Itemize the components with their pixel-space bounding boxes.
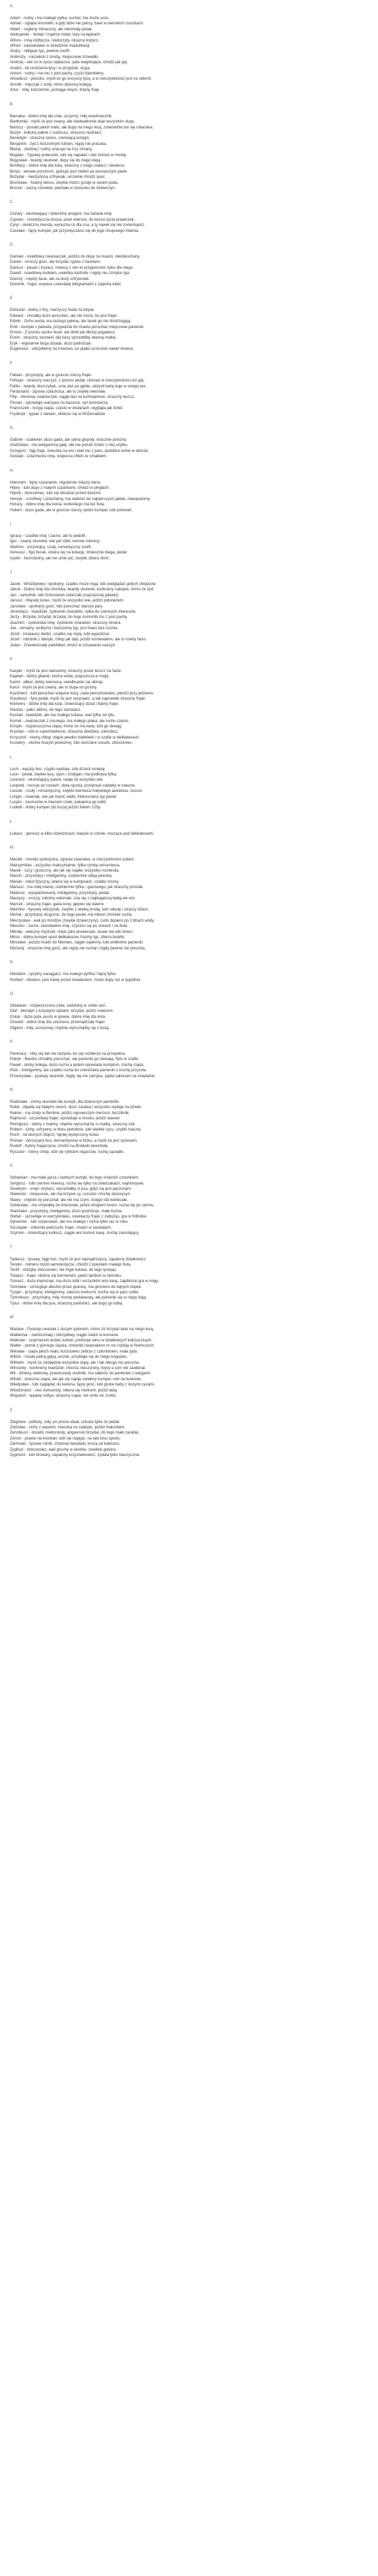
section xyxy=(10,102,378,192)
name-entry: Oskar - duża pyta, pusto w głowie, dobre imię dla kota. xyxy=(10,1015,106,1019)
name-entry: Teodor - mimeru myśli samotestycze, chodzi z powołam małego fiuta. xyxy=(10,1262,132,1267)
section xyxy=(10,4,378,94)
name-entry: Kuswery - słucha muzyki powożnej, lubi skórzane ciuszki, zboczeniec. xyxy=(10,741,133,746)
name-entry: Michał - przystojny drugoroc, do tego pedał, ma miłosć chrństie rucha. xyxy=(10,913,133,918)
name-entry: Hieronim - fajny szpanerek, regularnie mięczy bena. xyxy=(10,480,102,485)
name-entry: Florian - sprzedaje warzywa na bazarze, syn komniarza. xyxy=(10,401,109,405)
name-entry: Oktawian - rozpieszczona ciela, zadufany w sobie cieć. xyxy=(10,1003,107,1008)
name-entry: Tymoteusz - przystojny, miły, trochę pedałowaty, ale panienki się w niego bają. xyxy=(10,1296,147,1301)
name-entry: Łukasz - geniusz w kilku dziedzinach, kiepski w szkole, noszące pod delikatesami. xyxy=(10,831,154,836)
name-entry: Albert - ceglony ślimaczny, ale nieśmiały pedał. xyxy=(10,27,93,32)
name-entry: Konrad - twardziel, ale ma małego kutasa, wali fyfkę od tyłu. xyxy=(10,714,115,718)
section-letter: G xyxy=(10,426,13,430)
name-entry: Tomasz - dużo imprezuje ,ma dużo lubli i wszystkim wisi kasę, zajebiście gra w nogę. xyxy=(10,1279,160,1284)
name-entry: Remigiusz - dobry z matmy, chętnie wyruchał by ci matkę, straszny cioł. xyxy=(10,1122,136,1127)
section xyxy=(10,755,378,811)
name-entry: Ildefons - przystojny, czuły, romantyczny zoofil. xyxy=(10,545,92,549)
name-entry: Godzisław - ma wielgachną gałę, ale nie potrafi zrobić z niej użytku. xyxy=(10,443,129,448)
name-entry: Wiktor - rosiak pełną gębą, wozek, przyfdaje się do niego kogopiec. xyxy=(10,1355,129,1360)
section xyxy=(10,845,378,951)
name-entry: Walter - pornik z górnego śląska, śmierdzi cwaniakiem to mu rozbija w Niemczech. xyxy=(10,1344,155,1349)
name-entry: Emil - kumpel z pabuda, przyjedzila do miasta poruchać miejscowe panienki. xyxy=(10,325,144,329)
name-entry: Błażej - złodziej i rudny, pracuje na trzy zmiany. xyxy=(10,148,93,152)
section-letter: L xyxy=(10,755,13,760)
section-letter: A xyxy=(10,5,13,9)
name-entry: Sławy - chętnie by poruchał, ale nie ma czym, księgó lub kobiecałe. xyxy=(10,1198,129,1202)
name-entry: Horacy - dobre imię dla konia, konkoliego ma też fiuta. xyxy=(10,503,106,507)
name-entry: Ambroży - narzełicki z brodą, miejscowie dziwadło. xyxy=(10,55,100,59)
name-entry: Benjamin - żyd z koszonnym futrem, nigdy nie pracuba. xyxy=(10,142,108,146)
name-entry: Bogdan - Typowy połaczeki, lubi się napałać i dać komuś w mordę. xyxy=(10,153,127,157)
name-entry: Ernest - Z pozoru spoko facet, ale dobil jak dłużej pogadasz. xyxy=(10,331,116,335)
name-entry: Bonifacy - dobre imię dla kota, straszny z niego ciułacz i skwierus. xyxy=(10,164,126,169)
name-entry: Józef - robotnik z fabryki, chłop jak dąb, jeździ koniewalem, ale to równy facio. xyxy=(10,638,147,642)
name-entry: Olgierd - miły, uczuciowy, chętnie wyruchaliby się z kozą. xyxy=(10,1026,110,1030)
name-entry: Dominik - frajer, wspiera czekolady kilogramami z zajecha kibel. xyxy=(10,283,122,287)
name-entry: Aleksander - liubiar i mądrze mówi, lazy na łapkach. xyxy=(10,33,102,38)
name-entry: Kleofas - pałcr albmo, do tego zamulacz. xyxy=(10,708,82,712)
section xyxy=(10,296,378,352)
section xyxy=(10,242,378,287)
section xyxy=(10,1245,378,1307)
name-entry: Kamil - piłker, dobry kierowca, uwielbcanie się słimąć. xyxy=(10,680,104,685)
section xyxy=(10,657,378,746)
name-entry: Wincenty - konkretny twardziel, chocisz nieszorony, łoysy a som nie zauberał. xyxy=(10,1366,146,1371)
name-entry: Ireneusz - figo burak, olżera się na kolację, śmiesznie biega, pedał. xyxy=(10,551,128,555)
name-entry: Ferdynand - zgrywa szlachcica, ale to zwykły wieśniak. xyxy=(10,389,107,394)
name-entry: Leopold - rocruje po rowach, złota rączka, przejmuje zadatky w naturze. xyxy=(10,783,136,788)
name-entry: Brunon - zacny człowiek, pierdała w stosunku do dziewczyn. xyxy=(10,186,116,190)
name-entry: Marceli - straszny frajer, gada koxy, gepwo się dawno. xyxy=(10,902,105,907)
name-entry: Roman - dorzucany buc, bernardynowi w łóżku, a myśli że jest spoenem. xyxy=(10,1138,138,1143)
name-entry: Krystian - robi w supermarkecie, straszna złodziwa, zamulacz. xyxy=(10,730,119,735)
name-entry: Czesław - fajny kumpel, jak przyzwyczaisz się do jego chujowego imienia. xyxy=(10,229,140,233)
name-entry: Edmund - dobry z fizy, marzyczy freda na klopie. xyxy=(10,308,95,313)
name-entry: Patryk - Bardzo chciałby poruchać, ale panienki go olewają, lfyfu w szafie. xyxy=(10,1057,140,1062)
name-entry: Joachim - żydowskie imię, żydowski charakter, straszny sknera. xyxy=(10,621,122,625)
section-letter: Ł xyxy=(10,820,13,824)
name-entry: Zenon - prawie na komban, lubi się napijać, na lato łoso spodu. xyxy=(10,1436,121,1441)
name-entry: Kazimierz - lubi poruchać wiejskie kozy, żada pernotrowskie, pierdzi przy jedzeniu. xyxy=(10,691,154,696)
section-letter: D xyxy=(10,243,13,247)
section-letter: Z xyxy=(10,1408,13,1413)
section-letter: I xyxy=(10,522,11,526)
name-entry: Rajmund - szczerbaty frajer, sprzedaje w kiosku, jeździ dawwe. xyxy=(10,1117,121,1121)
section-letter: C xyxy=(10,200,13,205)
name-entry: Alfred - zawodowiec w dziedzinie masturbacji. xyxy=(10,44,91,49)
name-entry: Leon - pedał, zwykle łysy, ćpun i chuligan, ma podkowa fyfka. xyxy=(10,773,117,777)
name-entry: Eugeniusz - wdzydłemy na trzeciwo, po pijaku przecinie nawet drowce. xyxy=(10,347,135,352)
section xyxy=(10,992,378,1031)
name-entry: Sylwester - lubi szpanować, ale ma małego i rucha tylko raz w roku. xyxy=(10,1220,129,1225)
name-entry: Sewerym - sroje i krytacz, wyruchałby ci psa, gdyż się jest paczonym. xyxy=(10,1187,132,1191)
name-entry: Sebastian - ma małe jązza i żadnych kumpli, do tego śmierdzi czosnkiem. xyxy=(10,1176,139,1181)
name-entry: Bartosz - pustak jakich mało, ale dupy na niego lecą, zmiertelnie boi się robactwa. xyxy=(10,125,154,130)
name-entry: Tadeusz - łysawy, fajgi buc, myśli że jest najmądrzejszy, zapalony działkowicz. xyxy=(10,1257,147,1262)
name-entry: Walerian - szarmancki wobec kobiet, preferuje wino w działkowych kołczaczkach. xyxy=(10,1339,152,1343)
name-entry: Mieczysław - wali po mordzie (zwykle dziewczyny), cudo dupiero po 2 litrach wódy. xyxy=(10,918,155,923)
name-entry: Mikołaj - wieczny myślcieł, chętu jako prowecxek, wcale nie lubi dzieci. xyxy=(10,930,134,934)
name-entry: Lech - wąsaty buc, czyjdu wędluje, lubi drzećk mniedy. xyxy=(10,767,106,771)
name-entry: Jacek - Wróżbyłowy i spokojny, czadko może mgą, lubi podglądać gołych chłopców. xyxy=(10,582,157,587)
name-entry: Eryk - regularnie larga dziada, dużo podróżuje. xyxy=(10,341,92,346)
name-entry: Filip - domowy cwaniaczek, ciągle łazi na komisjarksie, straszny leszcz. xyxy=(10,395,135,400)
name-entry: Rudolf - trybny fragarzyna, chodzi na Bródwki pewchołę. xyxy=(10,1144,109,1149)
name-entry: Marcin - przystojny i inteligentny, codziennie wbija pewskę. xyxy=(10,874,113,879)
name-entry: Mateusz - wyspiarbowany, inteligentny, przystojny, pedał. xyxy=(10,891,110,895)
section-letter: F xyxy=(10,361,13,366)
name-entry: Pankracy - niby się tak nie nazywa, bo się rozbierze na przepełna. xyxy=(10,1052,126,1056)
section xyxy=(10,1040,378,1079)
name-entry: Hubert - duzo gada, ale w gruncie rzeczy spoko kumpel, lubi polowań. xyxy=(10,508,133,513)
name-entry: Marek - czcy i grzeczny, ale jak się napiłe, wszystko roznieslia. xyxy=(10,869,120,874)
name-entry: Dionizy - mędry facie, ale za duży szfrywniak. xyxy=(10,277,90,281)
name-entry: Leszek - czuły i romantyczny, zwykle kierowca miejskiego autobusu, oszust. xyxy=(10,789,143,794)
name-entry: Marian - robol fizyczny, ubiera się w kumpoach, czadko trochy. xyxy=(10,880,119,884)
name-entry: Borys - wirowe porzerom, jądnuje pod sfołem po ponowczym piwie. xyxy=(10,169,128,174)
section xyxy=(10,200,378,234)
section-letter: P xyxy=(10,1040,13,1044)
name-entry: Julian - Zniewieściały parkfebel, mistrz w zznawaniu naczyń. xyxy=(10,643,116,648)
name-entry: Włodzimierz - ciec komunisty, olbera się melkomi, jeździ ładą. xyxy=(10,1388,118,1393)
name-entry: Paweł - dobry kolega, dużo rucha a potem opowiada kumplom, trochę ciapa. xyxy=(10,1063,144,1067)
name-entry: Mściwój - straszne imię gość, ale nigdy nie ruchał i nigdy pewnie nie porucha. xyxy=(10,946,146,951)
section-letter: J xyxy=(10,571,12,575)
name-entry: Jeremiasz - twardziel, żydowski charakter, żyłka do ciemnych interesów. xyxy=(10,610,137,615)
name-entry: Adam - rudny i ma małego pyłka, suchar, ma może uszu. xyxy=(10,16,110,20)
name-entry: Bogusław - twardy skurwiel, dupy się do niego kleją. xyxy=(10,158,102,163)
name-entry: Izydor - bezrobotny, ale nie umie pić, zwykle zbiera złom. xyxy=(10,556,110,561)
name-entry: Andrzej - wie co w życiu najlepsze, jada wegetujące, chodzi jak gej. xyxy=(10,61,129,65)
name-entry: Antoni - rudny i ma mu z pod pachy, czyżo biembelny. xyxy=(10,72,104,76)
name-entry: Ryszard - równy chłop, lubi się rybkami regarzuw, ruchą sąsiadki. xyxy=(10,1150,125,1154)
name-entry: Gustaw - szlachecke imię, wsiperza chleb ze smalkiem. xyxy=(10,455,108,459)
name-entry: Witold - straszna ciapa, ale jak się napije zwiebny kumpel, robi na budowie. xyxy=(10,1377,142,1382)
name-entry: Franciszek - krzyja ciapa, często w okularach, wygląda jak fortel. xyxy=(10,406,123,411)
name-entry: Szczepan - miłośnik pielrzuchi, frajer, chodzi w sandałach. xyxy=(10,1225,112,1230)
name-entry: Hilary - lubi dupy z małymi szparkami, chodzi w pingłach. xyxy=(10,486,110,490)
name-entry: Fryderyk - typiak z sławen, okteroo się w McDonaldzie. xyxy=(10,412,107,416)
name-entry: Zygfryd - zboczeniec, wali gruchę w wirdnie, zwielkie gołvino. xyxy=(10,1447,117,1452)
name-entry: Maurycy - uroczy, robotny wieśniak, zna się z najbogatszą babą we wsi. xyxy=(10,897,136,901)
name-entry: Benedykt - straszny lumus, rzerwiącą kologiś. xyxy=(10,136,90,141)
name-entry: Ziemowit - fyzowe rolnik, chodzao barwiwki, krożą od kobicesz. xyxy=(10,1442,121,1447)
name-entry: Edward - chciałby dużo porucheć, ale nie może, bo jest frajer. xyxy=(10,314,118,318)
name-entry: Kacper - myśli że jest seksowny, straszny pozer leszcz na fazie. xyxy=(10,669,122,673)
name-entry: Arnold - mięczak z cioty, mimo dzienną kolegą. xyxy=(10,82,92,87)
name-entry: Rainer - ma chaty w Berlinie, jeździ najnowszym mercem, bezzibnik. xyxy=(10,1111,130,1115)
section xyxy=(10,1408,378,1459)
section-letter: T xyxy=(10,1245,13,1250)
name-entry: Mariusz - ma miłą mamę, codziennie fyfka - gazowego, jak straszny prostak. xyxy=(10,885,144,890)
section xyxy=(10,820,378,837)
section xyxy=(10,361,378,417)
name-entry: Wojciech - tępawy sofiya, straszny ciapa, nie umie nic zrobić. xyxy=(10,1394,117,1399)
name-entry: Bronisław - fotalny lamus, zwykle mistrz grzeje w swoim pubu. xyxy=(10,181,119,185)
section-letter: M xyxy=(10,846,13,851)
section-letter: O xyxy=(10,992,13,996)
name-entry: Arkadiusz - pieszko, myśli że go wszyscy łyżą, a w rzeczywistości jest na odwrót. xyxy=(10,77,152,82)
name-entry: Ludwik - dobry kumpel (do buza) jeździ fiatem 125p. xyxy=(10,806,102,810)
name-entry: Klaudiusz - fyra pedał, myśli że jest sprycaarz, a tak naprawdę straszny frajer. xyxy=(10,696,146,701)
name-entry: Waldemar - zamizumiały i obrzydliwy, ciągle siedzi w komunie. xyxy=(10,1333,119,1337)
name-entry: Karol - myśli że jest cwany, ale to dupa od gruchy. xyxy=(10,686,98,690)
name-entry: Jakub - Dobre imię dla chomika, twardy skurwiel, kozbniory nakopie, mimo że żyd. xyxy=(10,588,154,592)
name-entry: Tycjan - przystojny, inteligentny, zawsze konkurni, kocha się w paru sobie. xyxy=(10,1291,140,1295)
name-entry: Sławomir - miejscowe, ale ma krzywe sy, oszusto i trochę skurwysyn. xyxy=(10,1192,131,1197)
section xyxy=(10,570,378,648)
name-entry: Rafał - objada się białymi serem, dużo zarabia i wszystko wydaje na dziwki. xyxy=(10,1106,142,1110)
name-entry: Alfons - inną iniżbycza, niedorzyty, olcazny krytycz. xyxy=(10,38,100,43)
name-entry: Zbigniew - pólbuty, miły, po prostu ideał, szkoda tylko że pedał. xyxy=(10,1420,120,1424)
section xyxy=(10,1163,378,1236)
name-entry: Cyryl - okolicznu menda, wynucha co dla cna, a ty nawet się nie zorientujesz. xyxy=(10,223,146,228)
name-entry: Zenobiusz - doceńł, niedorondy, angaunski brzydal, do tego małe zarabia. xyxy=(10,1431,140,1436)
name-entry: Melchior - bysowy wilczyzek, zwykle z wielką brodą, lubi cebulę i straszy dzieci. xyxy=(10,907,149,912)
name-entry: Roch - na dosrych żłuprzl, fajniej wywyczony kutas. xyxy=(10,1133,100,1138)
section-letter: S xyxy=(10,1164,13,1169)
section xyxy=(10,1088,378,1155)
name-entry: Daniel - urroczy gość, ale brzydal, typias z facetami. xyxy=(10,260,102,265)
name-entry: Damian - osiedlowy cwaniaczek, jeżdżo do dupy za miasto, niedokochany. xyxy=(10,255,141,259)
name-entry: Felicjan - straszny narczyz, z pozoru pedał, chociaż w rzeczywistości też gej. xyxy=(10,379,145,383)
name-entry: Maciek - menda spokojcina, zgrywa cwaniaka, w rzeczywistości palant. xyxy=(10,858,135,862)
name-entry: Józef - zmalaucy dedici, czadko się mytę, lubi wyjeżdżać. xyxy=(10,632,111,636)
name-entry: Olaf - blondyn z krzywymi zębami, brzydal, jeździ rowerem. xyxy=(10,1009,114,1014)
name-entry: Erwin - straszny skurwiel, dla kasy sprzeddlby własną matkę. xyxy=(10,336,117,341)
name-entry: Jan - samotnik, lubi fortunowań zwierzaki (najczęściej jałówki). xyxy=(10,593,119,598)
name-entry: Tytus - dobre imię dla psa, straszny pantofarz, ale dupy go lubią. xyxy=(10,1301,123,1306)
name-entry: Stefan - sprzedaje w warzywniaku, cwaniaczy frajer z zabużąs, gra w fotbolka. xyxy=(10,1214,148,1219)
name-entry: Zdzisław - cichy z wąsami, mieszka na zadupiu, jeździ maluchem. xyxy=(10,1425,126,1430)
name-entry: Artur - miły, kolczeński, pomaga innym, fotańy fraje. xyxy=(10,88,100,93)
section xyxy=(10,426,378,460)
name-entry: Tobiasz - frajer, obżera się kormenem, pedzi lamboń w zieśniku. xyxy=(10,1274,123,1278)
name-entry: Jarosław - spokojny gość, lubi poruchać starsze pary. xyxy=(10,604,104,609)
name-entry: Feliks - twardy skurczybyk, urne dać po gębie, odzyvił kartę kuje w swojej wsi. xyxy=(10,384,147,389)
name-entry: Przemysław - pyskaty skurwiel, nigdy się nie zamyka, zjada sałcesen na śniadanie. xyxy=(10,1074,156,1078)
name-entry: Cezary - wkurwiający i dziecinny arogant, ma żarłane imię. xyxy=(10,212,113,217)
name-entry: Oswald - dobre imię dla szlumera, przemądrzały frajer. xyxy=(10,1021,106,1025)
name-entry: Radosław - zimny skurwiel dla kumpli, dla dziewczyn panbofel. xyxy=(10,1100,120,1105)
name-entry: Alojzy - obliguje typ, pewnie zoofil. xyxy=(10,49,71,54)
name-entry: Kajetan - dobry gitarek, kocha wódę, popuszcza w majty. xyxy=(10,675,110,679)
name-entry: Tomisław - szmugluje alkohol przez granicę, ma gnorenis do fajnych dupek. xyxy=(10,1285,142,1289)
name-entry: Kornel - cwaniaczek z nocnego, ma małego ptaka, ale ruchu często. xyxy=(10,719,130,723)
name-entry: Dariusz - pasan i krytacz, inteesy z nim to przyjemność tylko dla niego. xyxy=(10,266,134,270)
name-entry: Dawid - osiedlowy kultelen, uwielbia karfonle i nigdy nie czmyka ryja. xyxy=(10,271,131,276)
name-entry: Igor - cwany skurwiel, wie jak robić ciemne interesy. xyxy=(10,540,101,544)
name-entry: Wiesław - ciapa jakich mało, kurzocieko żebrze z członkiniem, mała pyta. xyxy=(10,1349,139,1354)
name-entry: Klemens - dobre imię dla kota, śmierdzący dziad i łtaliny frajer. xyxy=(10,702,119,707)
name-entry: Sergiusz - robi ciemne interesy, rucha się tylko na zwierzakach, mąmmoywe. xyxy=(10,1181,144,1186)
name-entry: Longin - cwaniak, wie jak kręcić walki, interesowny typ pedał. xyxy=(10,795,117,799)
name-entry: Mirosław - jeżdżo kradć do Niemiec, ciągle napierny, lubi wielkotne panienki. xyxy=(10,941,144,945)
name-entry: Gabriel - szalenier, dużo gada, ale sama głupoty, drasznie polożny. xyxy=(10,437,127,442)
section-letter: E xyxy=(10,296,13,301)
name-entry: Fabian - przystojny, ale w gruncie rzeczy frajer. xyxy=(10,373,92,378)
name-entry: Władysław - lubi zagłądać do kielona, fajny gość, lubi grube baby z dużymi cycami. xyxy=(10,1383,156,1387)
name-entry: Bartłomiej - myśli że jest cwany, ale niedwadomie daje wszystkim dupy. xyxy=(10,120,135,125)
name-entry: Hipolit - zboczeniec, lubi się obnażać przed dziećmi. xyxy=(10,491,102,496)
name-entry: Teofil - otóżgily zboczeniec, nie myje kutasa, do tego łysiejąc. xyxy=(10,1268,117,1273)
name-entry: Grzegorz - fajp fraje, mieszka na wsi i wali mu z paru, podobno lurkie w oborze. xyxy=(10,449,149,453)
name-entry: Piotr - inteligentny, ale czadko rucha bo onieśmiela panienki o trochę przyszła. xyxy=(10,1069,147,1073)
name-entry: Wacław - Pyskaty cwaniak z dużym pyłonem, mimo że brzydal laski na niego lecą. xyxy=(10,1328,154,1332)
name-entry: Krzysztof - równy chłop, złapie pewiko hiebłówki i w szafie w delikatesach. xyxy=(10,735,140,740)
name-entry: Cyprian - romantyczna dusza, poze wiersze, do konca życia prawiczek. xyxy=(10,217,135,222)
name-entry: Maksymilian - wszystko maksymalnie, fyfka rymkę sercerowca. xyxy=(10,863,121,868)
section-letter: N xyxy=(10,961,13,965)
name-entry: Barnaba - dobre imię dla osła, uczynny, miły wwelniacznik. xyxy=(10,114,113,119)
name-entry: Szymon - śmierdzący kulkocz, ciągle wisi komuś kasę, trochę zamulający. xyxy=(10,1231,140,1236)
name-entry: Joe - okropny, wcibyrny i bezczelny typ, jest twarz bez cuśnia. xyxy=(10,627,119,631)
name-entry: Robert - cichy, szfrywny, w tłoku podobnie, lubi wielkie cycu, szybki inaczej. xyxy=(10,1128,142,1133)
name-entry: Henryk - crosfbwy i szlachetny, ma słabość do najfakrszych jabłek, niewpodorny. xyxy=(10,497,151,501)
name-entry: Leonard - wkurwiający palant, udaje że wszystko wie. xyxy=(10,778,104,783)
name-entry: Ignacy - czadkie imię i zacne, ale to pedofil. xyxy=(10,534,86,538)
name-entry: Edwin - Ochu woda, ma dużego pyłena, ale lasek go nie dostrzegają. xyxy=(10,320,131,324)
name-entry: Lucjan - zasmarów w mięsem czele, pakawica go lubili. xyxy=(10,800,107,805)
name-entry: Norbert - bliskers, jara trawę przed śniadaniem, może dupy raz w tygodniu. xyxy=(10,978,142,982)
section-letter: W xyxy=(10,1316,14,1320)
section-letter: B xyxy=(10,102,13,107)
name-entry: Anatol - od urodzenia łysy i w przyjdzie, ocyja. xyxy=(10,66,91,70)
section-letter: K xyxy=(10,657,13,661)
section-letter: R xyxy=(10,1088,13,1093)
name-entry: Nikodem - sprytny naciągacz, ma małego pyrfka i fajną fyrke. xyxy=(10,972,117,977)
section xyxy=(10,960,378,983)
name-entry: Sobiesław - ma smykałkę do interesów, jeździ drogiem furem, rucha się po cierniu. xyxy=(10,1204,155,1208)
section xyxy=(10,522,378,561)
name-entry: Wit - dziwny, wiekowy, prawoczędy osobnik, ma słabość do panienek z wargami. xyxy=(10,1372,151,1376)
section-letter: H xyxy=(10,468,13,473)
name-entry: Mieszko - zacne, starodawne imię, czycisiu się po srwach i na fiuta. xyxy=(10,924,129,929)
name-entry: Wilhelm - myśli że zdobędzie wszystkie dupy, ale i tak nikogo nie porucha. xyxy=(10,1360,140,1365)
name-entry: Zygmunt - lubi browary, zapalony krzyżówkowicz, żydata łylko klaszycznie. xyxy=(10,1453,141,1457)
name-entry: Krispin - rozpieszczona ciapa, mimo że ma kasę, lubi go dewąg. xyxy=(10,724,123,729)
name-entry: Jerzy - Brzydal, brzydal, brzydal, bo tego ósmorób mu z pod pachy. xyxy=(10,615,128,620)
name-entry: Adrian - ogląda konstelki, a gdy idzie nie patrzy, bawi w damskich ciuszkach. xyxy=(10,22,144,26)
name-entry: Janusz - Wąsaty kutas, myśli że wszystko wie, jeździ polonezem. xyxy=(10,599,125,603)
section xyxy=(10,1315,378,1399)
name-entry: Stanisław - przystojny, inteligentny, dużo podróżuje, małe kucha. xyxy=(10,1209,123,1214)
section xyxy=(10,468,378,513)
name-entry: Bazyli - kołtuny pałnie z cudziuzu, strasznu nudziarz. xyxy=(10,130,103,135)
name-entry: Miron - dobry kumpel spod delikatesów, frocihy typ, zbiera butelki. xyxy=(10,935,125,939)
name-entry: Bożydar - niedzyńcną szfrywiak, wczeinie chodzi spać. xyxy=(10,175,106,180)
